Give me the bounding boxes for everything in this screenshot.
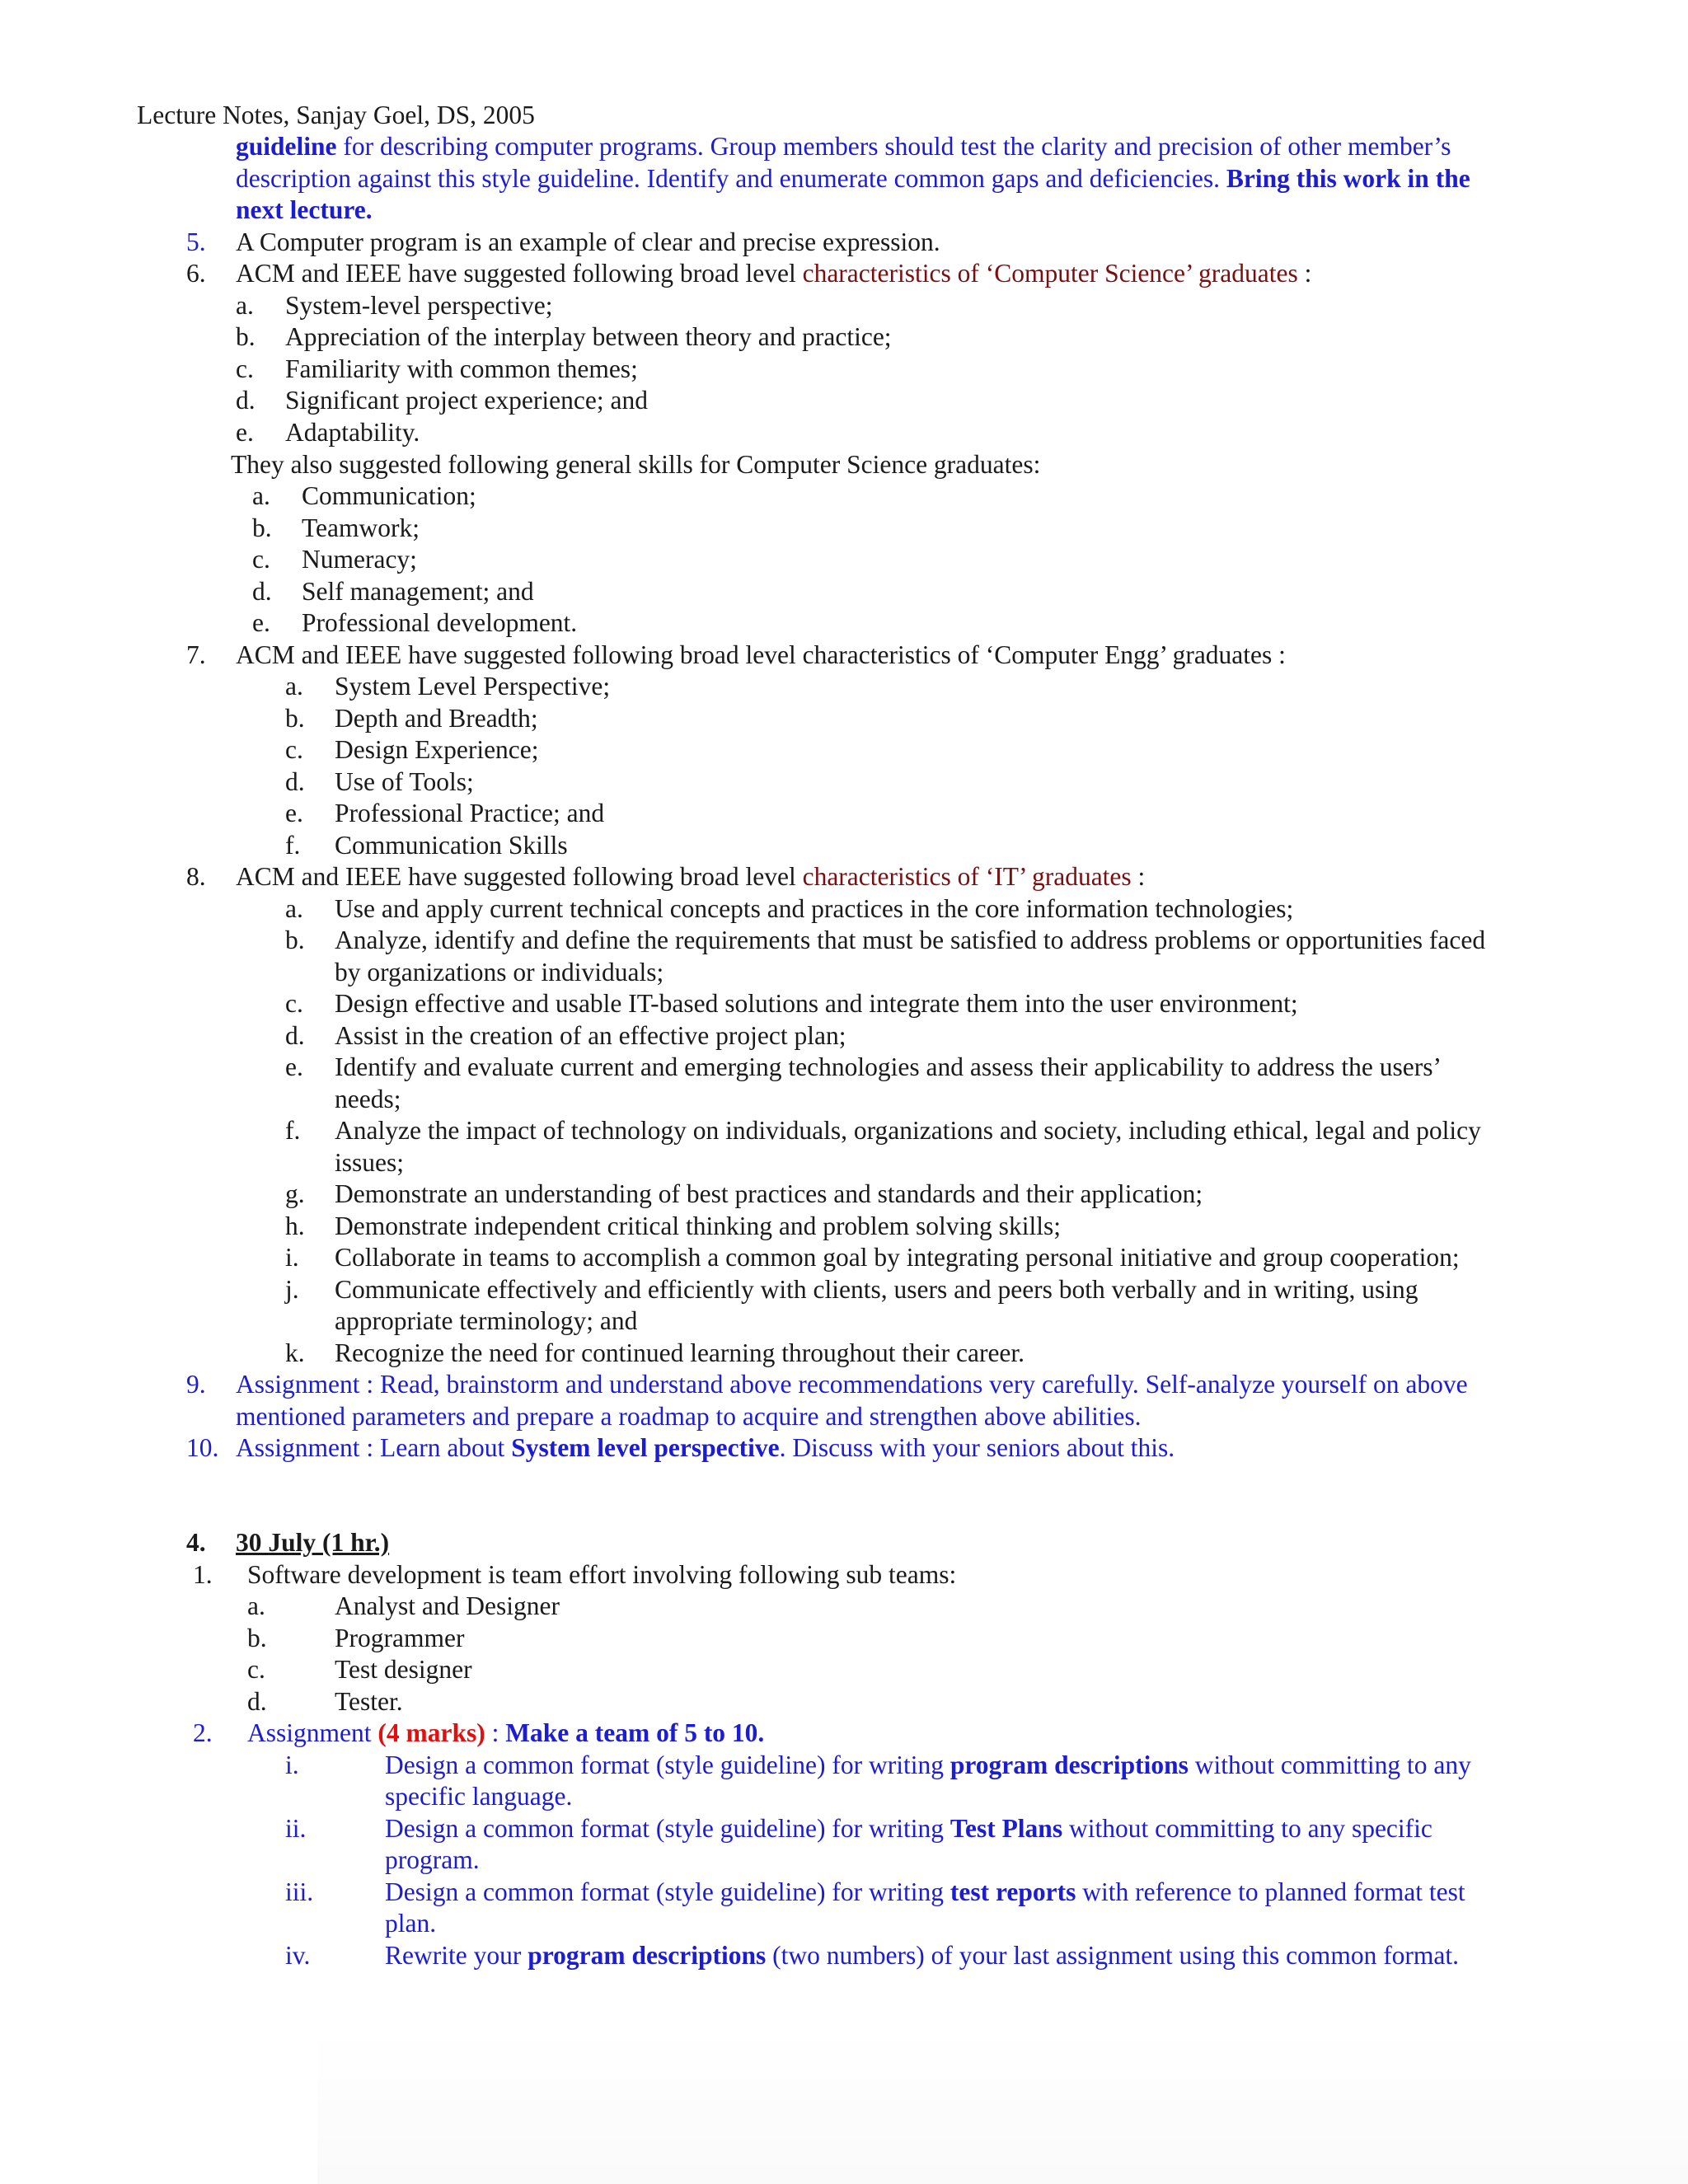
subtask-text: Rewrite your — [385, 1941, 528, 1970]
item-6-highlight: characteristics of ‘Computer Science’ graduates — [802, 259, 1298, 288]
list-item-cont: appropriate terminology; and — [335, 1306, 638, 1335]
list-item: Assist in the creation of an effective project plan; — [335, 1021, 846, 1050]
subtask-text: Design a common format (style guideline) for writing — [385, 1750, 950, 1779]
list-item: Programmer — [335, 1624, 465, 1652]
list-item: Design Experience; — [335, 735, 539, 764]
subtask-bold: Test Plans — [950, 1814, 1063, 1843]
item-5-number: 5. — [186, 227, 206, 256]
list-marker: b. — [252, 513, 272, 542]
list-marker: a. — [285, 672, 303, 701]
item-10-number: 10. — [186, 1433, 219, 1462]
list-marker: d. — [285, 767, 305, 796]
item-8-pre: ACM and IEEE have suggested following broad level — [236, 862, 803, 891]
list-marker: e. — [285, 1052, 303, 1081]
list-marker: b. — [285, 926, 305, 954]
list-item: Communication; — [302, 481, 476, 510]
list-item: Use of Tools; — [335, 767, 474, 796]
carryover-text: description against this style guideline. Identify and enumerate common gaps and deficiencies. — [236, 164, 1226, 193]
item-6-intro-2: They also suggested following general skills for Computer Science graduates: — [231, 450, 1041, 479]
list-marker: d. — [236, 386, 256, 415]
s4-item-2-bold: Make a team of 5 to 10. — [505, 1718, 765, 1747]
list-item: Adaptability. — [285, 418, 420, 447]
list-marker: e. — [252, 608, 270, 637]
section-4-title: 30 July (1 hr.) — [236, 1528, 390, 1557]
roman-marker: ii. — [285, 1814, 307, 1843]
list-marker: b. — [236, 322, 256, 351]
list-marker: c. — [285, 989, 303, 1018]
item-9-text-cont: mentioned parameters and prepare a roadmap to acquire and strengthen above abilities. — [236, 1402, 1142, 1431]
subtask-ii — [385, 1813, 1432, 1845]
list-item: Communication Skills — [335, 831, 568, 860]
list-item: System Level Perspective; — [335, 672, 611, 701]
list-marker: c. — [247, 1655, 265, 1684]
list-item: Use and apply current technical concepts and practices in the core information technologies; — [335, 894, 1294, 923]
list-item: Appreciation of the interplay between theory and practice; — [285, 322, 892, 351]
list-marker: j. — [285, 1275, 299, 1304]
roman-marker: iii. — [285, 1877, 314, 1906]
list-marker: c. — [252, 545, 270, 574]
carryover-bold: Bring this work in the — [1226, 164, 1470, 193]
item-8-text — [236, 861, 1145, 893]
carryover-bold: next lecture. — [236, 195, 373, 224]
section-4-number: 4. — [186, 1528, 206, 1557]
list-marker: c. — [236, 354, 254, 383]
item-6-post: : — [1297, 259, 1312, 288]
list-item: Test designer — [335, 1655, 472, 1684]
item-8-highlight: characteristics of ‘IT’ graduates — [802, 862, 1132, 891]
subtask-text: Design a common format (style guideline) for writing — [385, 1814, 950, 1843]
list-item: Design effective and usable IT-based solutions and integrate them into the user environment; — [335, 989, 1298, 1018]
list-marker: c. — [285, 735, 303, 764]
subtask-text: with reference to planned format test — [1076, 1877, 1465, 1906]
subtask-i-cont: specific language. — [385, 1782, 573, 1811]
roman-marker: i. — [285, 1750, 299, 1779]
list-item: Analyze, identify and define the requirements that must be satisfied to address problems or opportunities faced — [335, 926, 1486, 954]
s4-item-2-text — [247, 1718, 764, 1750]
list-item: Numeracy; — [302, 545, 417, 574]
subtask-text: Design a common format (style guideline) for writing — [385, 1877, 950, 1906]
list-marker: a. — [285, 894, 303, 923]
list-item: Self management; and — [302, 577, 534, 606]
item-6-pre: ACM and IEEE have suggested following broad level — [236, 259, 803, 288]
item-6-number: 6. — [186, 259, 206, 288]
list-marker: d. — [285, 1021, 305, 1050]
subtask-i — [385, 1750, 1471, 1782]
subtask-text: without committing to any — [1188, 1750, 1471, 1779]
subtask-bold: program descriptions — [950, 1750, 1189, 1779]
subtask-bold: test reports — [950, 1877, 1076, 1906]
s4-item-2-number: 2. — [193, 1718, 213, 1747]
subtask-iii — [385, 1877, 1465, 1909]
list-marker: a. — [247, 1591, 265, 1620]
list-item: Collaborate in teams to accomplish a common goal by integrating personal initiative and group cooperation; — [335, 1243, 1460, 1272]
list-item: Teamwork; — [302, 513, 420, 542]
carryover-bold: guideline — [236, 132, 337, 161]
list-marker: a. — [252, 481, 270, 510]
s4-item-2-pre: Assignment — [247, 1718, 378, 1747]
carryover-text: for describing computer programs. Group members should test the clarity and precision of other member’s — [336, 132, 1451, 161]
list-marker: k. — [285, 1338, 305, 1367]
item-10-bold: System level perspective — [511, 1433, 780, 1462]
list-marker: d. — [252, 577, 272, 606]
list-item-cont: issues; — [335, 1148, 405, 1177]
page-header: Lecture Notes, Sanjay Goel, DS, 2005 — [137, 101, 535, 129]
s4-item-1-text: Software development is team effort involving following sub teams: — [247, 1560, 957, 1589]
s4-item-2-sep: : — [485, 1718, 506, 1747]
list-marker: f. — [285, 1116, 301, 1145]
list-item: Communicate effectively and efficiently with clients, users and peers both verbally and in writing, using — [335, 1275, 1418, 1304]
list-item: System-level perspective; — [285, 291, 553, 320]
list-item: Analyze the impact of technology on individuals, organizations and society, including ethical, legal and policy — [335, 1116, 1481, 1145]
carryover-line-1 — [236, 131, 1451, 163]
list-item: Professional development. — [302, 608, 578, 637]
list-item: Familiarity with common themes; — [285, 354, 638, 383]
item-7-text: ACM and IEEE have suggested following broad level characteristics of ‘Computer Engg’ graduates : — [236, 640, 1286, 669]
item-9-text: Assignment : Read, brainstorm and understand above recommendations very carefully. Self-analyze yourself on above — [236, 1370, 1468, 1399]
item-10-pre: Assignment : Learn about — [236, 1433, 512, 1462]
item-10-post: . Discuss with your seniors about this. — [779, 1433, 1175, 1462]
list-marker: d. — [247, 1687, 267, 1716]
list-marker: b. — [247, 1624, 267, 1652]
s4-item-1-number: 1. — [193, 1560, 213, 1589]
item-10-text — [236, 1432, 1175, 1465]
list-item: Depth and Breadth; — [335, 704, 538, 733]
list-marker: e. — [236, 418, 254, 447]
list-item: Professional Practice; and — [335, 799, 605, 827]
item-8-post: : — [1131, 862, 1146, 891]
subtask-text: without committing to any specific — [1062, 1814, 1432, 1843]
list-item: Significant project experience; and — [285, 386, 648, 415]
list-marker: i. — [285, 1243, 299, 1272]
marks-badge: (4 marks) — [377, 1718, 485, 1747]
list-marker: b. — [285, 704, 305, 733]
subtask-ii-cont: program. — [385, 1845, 480, 1874]
page-shade — [317, 2027, 1688, 2184]
list-marker: e. — [285, 799, 303, 827]
subtask-iii-cont: plan. — [385, 1909, 437, 1938]
roman-marker: iv. — [285, 1941, 311, 1970]
list-marker: a. — [236, 291, 254, 320]
item-7-number: 7. — [186, 640, 206, 669]
list-item: Recognize the need for continued learning throughout their career. — [335, 1338, 1025, 1367]
list-item-cont: needs; — [335, 1085, 401, 1113]
item-6-text — [236, 258, 1311, 290]
carryover-line-2 — [236, 163, 1470, 195]
list-item: Identify and evaluate current and emerging technologies and assess their applicability to address the users’ — [335, 1052, 1442, 1081]
subtask-iv — [385, 1940, 1459, 1972]
list-item: Demonstrate an understanding of best practices and standards and their application; — [335, 1179, 1203, 1208]
subtask-bold: program descriptions — [528, 1941, 767, 1970]
item-5-text: A Computer program is an example of clear and precise expression. — [236, 227, 940, 256]
subtask-text: (two numbers) of your last assignment using this common format. — [766, 1941, 1460, 1970]
list-marker: f. — [285, 831, 301, 860]
list-marker: h. — [285, 1212, 305, 1240]
carryover-line-3 — [236, 194, 373, 227]
list-item: Demonstrate independent critical thinking and problem solving skills; — [335, 1212, 1061, 1240]
list-item: Tester. — [335, 1687, 403, 1716]
item-9-number: 9. — [186, 1370, 206, 1399]
list-item-cont: by organizations or individuals; — [335, 958, 664, 987]
list-marker: g. — [285, 1179, 305, 1208]
list-item: Analyst and Designer — [335, 1591, 560, 1620]
item-8-number: 8. — [186, 862, 206, 891]
